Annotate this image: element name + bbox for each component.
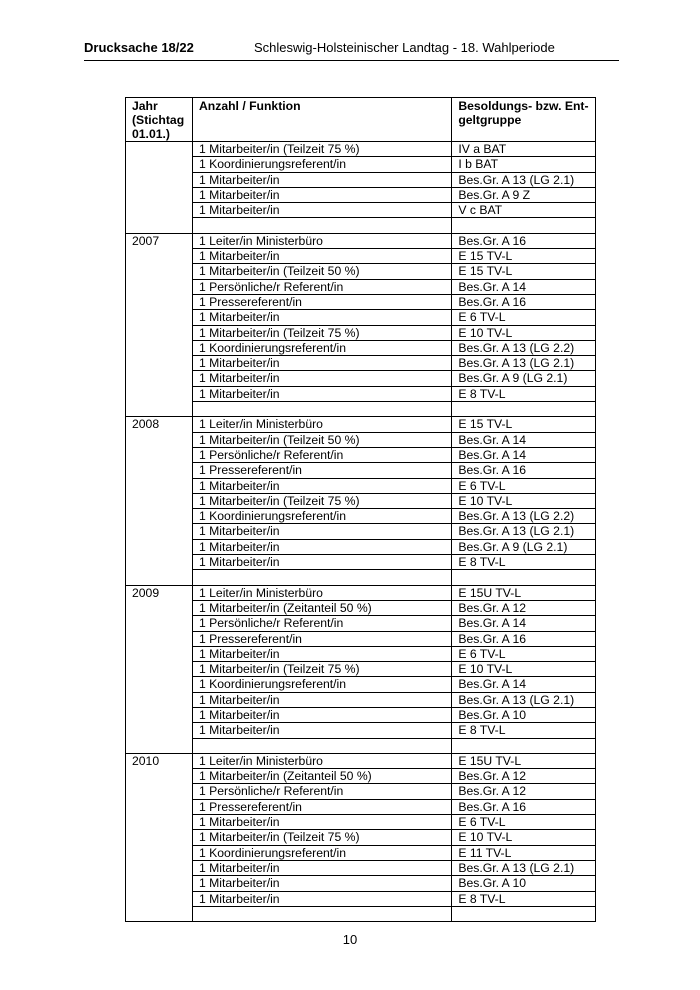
function-cell: 1 Leiter/in Ministerbüro (192, 585, 451, 600)
year-cell: 2009 (126, 585, 193, 753)
spacer-row (126, 402, 596, 417)
table-row (126, 371, 596, 386)
function-cell: 1 Koordinierungsreferent/in (192, 340, 451, 355)
function-cell: 1 Mitarbeiter/in (Teilzeit 75 %) (192, 325, 451, 340)
grade-cell: Bes.Gr. A 16 (452, 233, 596, 248)
table-row (126, 340, 596, 355)
grade-cell: Bes.Gr. A 13 (LG 2.1) (452, 356, 596, 371)
function-cell: 1 Mitarbeiter/in (192, 172, 451, 187)
table-row (126, 157, 596, 172)
grade-cell: Bes.Gr. A 13 (LG 2.2) (452, 509, 596, 524)
table-row (126, 294, 596, 309)
function-cell: 1 Koordinierungsreferent/in (192, 677, 451, 692)
function-cell: 1 Mitarbeiter/in (192, 876, 451, 891)
grade-cell: Bes.Gr. A 9 (LG 2.1) (452, 539, 596, 554)
grade-cell: Bes.Gr. A 10 (452, 707, 596, 722)
function-cell: 1 Pressereferent/in (192, 799, 451, 814)
function-cell: 1 Persönliche/r Referent/in (192, 784, 451, 799)
function-cell: 1 Leiter/in Ministerbüro (192, 753, 451, 768)
grade-cell: E 10 TV-L (452, 325, 596, 340)
grade-cell: I b BAT (452, 157, 596, 172)
page-number: 10 (342, 932, 358, 947)
grade-cell: Bes.Gr. A 16 (452, 631, 596, 646)
table-row (126, 692, 596, 707)
empty-cell (192, 218, 451, 233)
function-cell: 1 Mitarbeiter/in (192, 371, 451, 386)
grade-cell: E 8 TV-L (452, 555, 596, 570)
function-cell: 1 Mitarbeiter/in (Teilzeit 50 %) (192, 264, 451, 279)
grade-cell: E 10 TV-L (452, 493, 596, 508)
function-cell: 1 Koordinierungsreferent/in (192, 157, 451, 172)
grade-cell: Bes.Gr. A 16 (452, 799, 596, 814)
grade-cell: E 8 TV-L (452, 891, 596, 906)
grade-cell: E 10 TV-L (452, 662, 596, 677)
function-cell: 1 Koordinierungsreferent/in (192, 845, 451, 860)
function-cell: 1 Mitarbeiter/in (192, 539, 451, 554)
grade-cell: IV a BAT (452, 142, 596, 157)
table-row (126, 723, 596, 738)
grade-cell: Bes.Gr. A 12 (452, 784, 596, 799)
function-cell: 1 Mitarbeiter/in (192, 524, 451, 539)
grade-cell: E 8 TV-L (452, 723, 596, 738)
empty-cell (192, 402, 451, 417)
table-row (126, 310, 596, 325)
year-cell: 2008 (126, 417, 193, 585)
function-cell: 1 Mitarbeiter/in (192, 815, 451, 830)
empty-cell (452, 218, 596, 233)
table-row (126, 646, 596, 661)
table-row (126, 493, 596, 508)
grade-cell: Bes.Gr. A 13 (LG 2.1) (452, 692, 596, 707)
function-cell: 1 Koordinierungsreferent/in (192, 509, 451, 524)
table-row (126, 555, 596, 570)
function-cell: 1 Mitarbeiter/in (Teilzeit 75 %) (192, 830, 451, 845)
grade-cell: Bes.Gr. A 13 (LG 2.2) (452, 340, 596, 355)
grade-cell: Bes.Gr. A 16 (452, 294, 596, 309)
grade-cell: E 6 TV-L (452, 478, 596, 493)
table-row (126, 876, 596, 891)
table-row (126, 249, 596, 264)
table-row (126, 524, 596, 539)
function-cell: 1 Mitarbeiter/in (192, 646, 451, 661)
table-row (126, 539, 596, 554)
grade-cell: E 15 TV-L (452, 249, 596, 264)
spacer-row (126, 218, 596, 233)
spacer-row (126, 906, 596, 921)
table-row (126, 386, 596, 401)
table-row (126, 233, 596, 248)
function-cell: 1 Mitarbeiter/in (Teilzeit 50 %) (192, 432, 451, 447)
function-cell: 1 Mitarbeiter/in (192, 723, 451, 738)
table-row (126, 753, 596, 768)
function-cell: 1 Mitarbeiter/in (192, 692, 451, 707)
table-row (126, 600, 596, 615)
grade-cell: E 6 TV-L (452, 646, 596, 661)
function-cell: 1 Mitarbeiter/in (Teilzeit 75 %) (192, 142, 451, 157)
grade-cell: E 11 TV-L (452, 845, 596, 860)
function-cell: 1 Pressereferent/in (192, 294, 451, 309)
function-cell: 1 Mitarbeiter/in (192, 891, 451, 906)
grade-cell: Bes.Gr. A 14 (452, 432, 596, 447)
grade-cell: Bes.Gr. A 12 (452, 769, 596, 784)
table-row (126, 815, 596, 830)
year-cell: 2010 (126, 753, 193, 921)
table-row (126, 631, 596, 646)
grade-cell: Bes.Gr. A 10 (452, 876, 596, 891)
table-row (126, 585, 596, 600)
table-row (126, 662, 596, 677)
grade-cell: Bes.Gr. A 14 (452, 279, 596, 294)
grade-cell: Bes.Gr. A 12 (452, 600, 596, 615)
grade-cell: Bes.Gr. A 9 (LG 2.1) (452, 371, 596, 386)
grade-cell: E 15U TV-L (452, 753, 596, 768)
table-row (126, 142, 596, 157)
function-cell: 1 Persönliche/r Referent/in (192, 616, 451, 631)
grade-cell: Bes.Gr. A 14 (452, 616, 596, 631)
table-row (126, 417, 596, 432)
table-row (126, 279, 596, 294)
table-row (126, 203, 596, 218)
table-row (126, 264, 596, 279)
grade-cell: E 15 TV-L (452, 264, 596, 279)
spacer-row (126, 738, 596, 753)
document-number: Drucksache 18/22 (84, 40, 194, 55)
staff-table (125, 97, 596, 922)
grade-cell: Bes.Gr. A 9 Z (452, 187, 596, 202)
function-cell: 1 Mitarbeiter/in (Teilzeit 75 %) (192, 493, 451, 508)
function-cell: 1 Mitarbeiter/in (Zeitanteil 50 %) (192, 600, 451, 615)
year-cell (126, 142, 193, 234)
function-cell: 1 Mitarbeiter/in (192, 356, 451, 371)
function-cell: 1 Mitarbeiter/in (192, 187, 451, 202)
grade-cell: E 15 TV-L (452, 417, 596, 432)
table-row (126, 478, 596, 493)
function-cell: 1 Mitarbeiter/in (192, 310, 451, 325)
table-header-row (126, 98, 596, 142)
table-row (126, 769, 596, 784)
grade-cell: Bes.Gr. A 13 (LG 2.1) (452, 172, 596, 187)
grade-cell: Bes.Gr. A 14 (452, 677, 596, 692)
function-cell: 1 Mitarbeiter/in (192, 707, 451, 722)
table-row (126, 830, 596, 845)
grade-cell: E 15U TV-L (452, 585, 596, 600)
empty-cell (452, 570, 596, 585)
spacer-row (126, 570, 596, 585)
grade-cell: E 6 TV-L (452, 815, 596, 830)
grade-cell: E 6 TV-L (452, 310, 596, 325)
table-row (126, 447, 596, 462)
table-row (126, 677, 596, 692)
empty-cell (192, 738, 451, 753)
grade-cell: Bes.Gr. A 13 (LG 2.1) (452, 524, 596, 539)
function-cell: 1 Mitarbeiter/in (192, 249, 451, 264)
grade-cell: Bes.Gr. A 13 (LG 2.1) (452, 860, 596, 875)
table-row (126, 432, 596, 447)
table-row (126, 356, 596, 371)
grade-cell: Bes.Gr. A 14 (452, 447, 596, 462)
column-header-grade: Besoldungs- bzw. Ent-geltgruppe (452, 98, 596, 142)
table-row (126, 509, 596, 524)
grade-cell: Bes.Gr. A 16 (452, 463, 596, 478)
table-row (126, 860, 596, 875)
empty-cell (452, 402, 596, 417)
table-row (126, 845, 596, 860)
function-cell: 1 Leiter/in Ministerbüro (192, 417, 451, 432)
table-row (126, 707, 596, 722)
empty-cell (452, 738, 596, 753)
function-cell: 1 Mitarbeiter/in (192, 203, 451, 218)
empty-cell (192, 570, 451, 585)
function-cell: 1 Mitarbeiter/in (Teilzeit 75 %) (192, 662, 451, 677)
column-header-year: Jahr (Stichtag 01.01.) (126, 98, 193, 142)
grade-cell: V c BAT (452, 203, 596, 218)
empty-cell (452, 906, 596, 921)
table-row (126, 799, 596, 814)
header-divider (84, 60, 619, 61)
table-row (126, 325, 596, 340)
table-body (126, 142, 596, 922)
function-cell: 1 Persönliche/r Referent/in (192, 447, 451, 462)
table-row (126, 784, 596, 799)
table-row (126, 187, 596, 202)
year-cell: 2007 (126, 233, 193, 417)
function-cell: 1 Mitarbeiter/in (192, 386, 451, 401)
function-cell: 1 Mitarbeiter/in (192, 555, 451, 570)
table-row (126, 891, 596, 906)
table-row (126, 172, 596, 187)
page-header (84, 40, 619, 58)
table-row (126, 616, 596, 631)
table-row (126, 463, 596, 478)
function-cell: 1 Mitarbeiter/in (192, 478, 451, 493)
grade-cell: E 10 TV-L (452, 830, 596, 845)
empty-cell (192, 906, 451, 921)
function-cell: 1 Pressereferent/in (192, 631, 451, 646)
column-header-function: Anzahl / Funktion (192, 98, 451, 142)
function-cell: 1 Mitarbeiter/in (Zeitanteil 50 %) (192, 769, 451, 784)
grade-cell: E 8 TV-L (452, 386, 596, 401)
function-cell: 1 Mitarbeiter/in (192, 860, 451, 875)
function-cell: 1 Pressereferent/in (192, 463, 451, 478)
function-cell: 1 Persönliche/r Referent/in (192, 279, 451, 294)
function-cell: 1 Leiter/in Ministerbüro (192, 233, 451, 248)
header-title: Schleswig-Holsteinischer Landtag - 18. Wahlperiode (254, 40, 555, 55)
